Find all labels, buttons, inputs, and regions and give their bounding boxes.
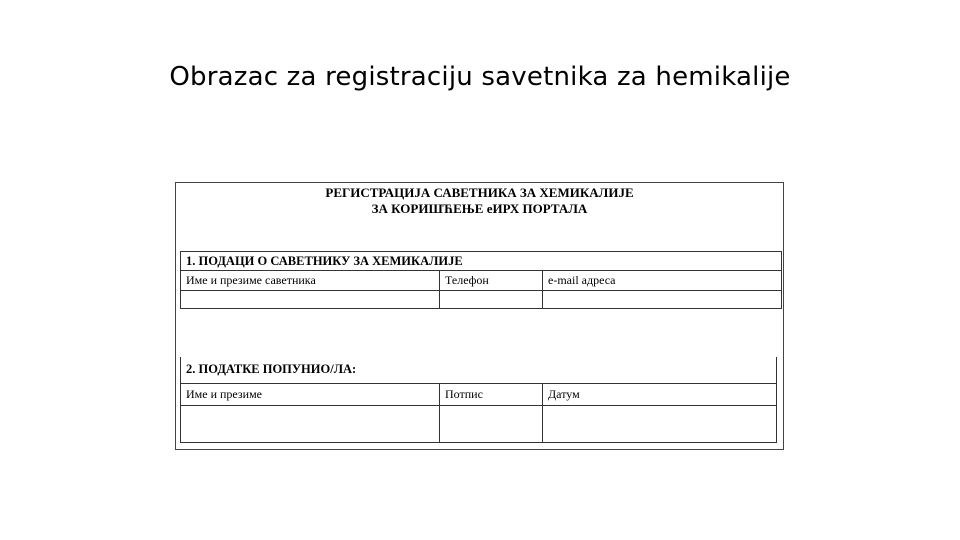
section-filled-by	[180, 357, 777, 443]
slide-title: Obrazac za registraciju savetnika za hemikalije	[169, 62, 791, 92]
column-phone: Телефон	[440, 271, 543, 291]
section-1-title: 1. ПОДАЦИ О САВЕТНИКУ ЗА ХЕМИКАЛИЈЕ	[181, 252, 782, 271]
form-header-line-1: РЕГИСТРАЦИЈА САВЕТНИКА ЗА ХЕМИКАЛИЈЕ	[325, 185, 634, 200]
column-date: Датум	[543, 383, 777, 405]
column-full-name: Име и презиме	[181, 383, 440, 405]
column-advisor-name: Име и презиме саветника	[181, 271, 440, 291]
field-phone[interactable]	[440, 291, 543, 309]
column-email: e-mail адреса	[543, 271, 782, 291]
field-full-name[interactable]	[181, 405, 440, 442]
field-advisor-name[interactable]	[181, 291, 440, 309]
section-2-title: 2. ПОДАТКЕ ПОПУНИО/ЛА:	[181, 357, 777, 383]
registration-form	[175, 182, 784, 450]
form-header-line-2: ЗА КОРИШЋЕЊЕ еИРХ ПОРТАЛА	[371, 201, 588, 216]
field-signature[interactable]	[440, 405, 543, 442]
field-email[interactable]	[543, 291, 782, 309]
column-signature: Потпис	[440, 383, 543, 405]
form-header	[176, 185, 783, 217]
field-date[interactable]	[543, 405, 777, 442]
section-advisor-data	[180, 251, 782, 309]
